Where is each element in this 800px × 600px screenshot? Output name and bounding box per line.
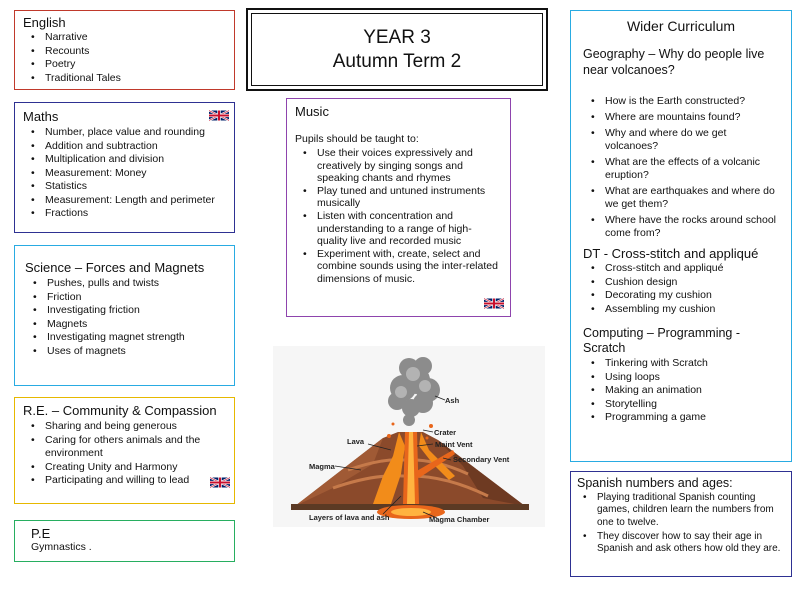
list-item: • Assembling my cushion [605, 303, 779, 317]
pe-title: P.E [31, 526, 51, 541]
label-magma: Magma [309, 462, 335, 471]
music-intro: Pupils should be taught to: [295, 133, 419, 145]
label-layers: Layers of lava and ash [309, 513, 390, 522]
wider-title: Wider Curriculum [626, 18, 736, 34]
list-item: • Why and where do we get volcanoes? [605, 127, 779, 153]
list-item: • Cushion design [605, 276, 779, 290]
list-item: • What are the effects of a volcanic eruption? [605, 156, 779, 182]
maths-panel [14, 102, 235, 233]
list-item: • Pushes, pulls and twists [47, 277, 224, 291]
music-title: Music [295, 104, 329, 119]
list-item: • Where have the rocks around school come from? [605, 214, 779, 240]
re-panel [14, 397, 235, 504]
spanish-list [577, 492, 785, 555]
maths-list [23, 126, 226, 221]
computing-list [583, 357, 779, 425]
list-item: • Number, place value and rounding [45, 126, 226, 140]
list-item: • Cross-stitch and appliqué [605, 262, 779, 276]
page-title: YEAR 3 [363, 26, 431, 48]
list-item: • Fractions [45, 207, 226, 221]
union-jack-flag-icon [210, 476, 230, 489]
list-item: • Caring for others animals and the environment [45, 434, 226, 461]
list-item: • Programming a game [605, 411, 779, 425]
list-item: • Investigating magnet strength [47, 331, 224, 345]
list-item: • Addition and subtraction [45, 140, 226, 154]
label-ash: Ash [445, 396, 460, 405]
list-item: • Narrative [45, 31, 226, 45]
title-inner [251, 13, 543, 86]
music-list [295, 147, 502, 286]
list-item: • Poetry [45, 58, 226, 72]
spanish-title: Spanish numbers and ages: [577, 476, 733, 490]
list-item: • What are earthquakes and where do we get them? [605, 185, 779, 211]
list-item: • Creating Unity and Harmony [45, 461, 226, 475]
english-title: English [23, 15, 66, 30]
list-item: • Participating and willing to lead [45, 474, 226, 488]
union-jack-flag-icon [209, 109, 229, 122]
volcano-diagram [273, 346, 545, 527]
list-item: • Decorating my cushion [605, 289, 779, 303]
list-item: • Use their voices expressively and creatively by singing songs and speaking chants and rhymes [317, 147, 502, 185]
label-secondary-vent: Secondary Vent [453, 455, 510, 464]
list-item: • Experiment with, create, select and combine sounds using the inter-related dimensions of music. [317, 248, 502, 286]
label-lava: Lava [347, 437, 365, 446]
english-list [23, 31, 226, 85]
maths-title: Maths [23, 109, 59, 124]
list-item: • Measurement: Money [45, 167, 226, 181]
title-box [246, 8, 548, 91]
list-item: • How is the Earth constructed? [605, 95, 779, 108]
spanish-panel [570, 471, 792, 577]
list-item: • They discover how to say their age in Spanish and ask others how old they are. [597, 531, 785, 556]
list-item: • Tinkering with Scratch [605, 357, 779, 371]
list-item: • Traditional Tales [45, 72, 226, 86]
page-subtitle: Autumn Term 2 [332, 50, 462, 72]
pe-text: Gymnastics . [31, 541, 92, 553]
list-item: • Multiplication and division [45, 153, 226, 167]
computing-heading: Computing – Programming - Scratch [583, 326, 741, 356]
list-item: • Listen with concentration and understanding to a range of high-quality live and recorded music [317, 210, 502, 248]
music-panel [286, 98, 511, 317]
list-item: • Friction [47, 291, 224, 305]
list-item: • Using loops [605, 371, 779, 385]
wider-curriculum-panel [570, 10, 792, 462]
science-list [25, 277, 224, 358]
re-title: R.E. – Community & Compassion [23, 403, 217, 418]
pe-panel [14, 520, 235, 562]
list-item: • Play tuned and untuned instruments musically [317, 185, 502, 210]
list-item: • Storytelling [605, 398, 779, 412]
geography-list [583, 95, 779, 240]
list-item: • Statistics [45, 180, 226, 194]
list-item: • Magnets [47, 318, 224, 332]
label-crater: Crater [434, 428, 457, 437]
science-title: Science – Forces and Magnets [25, 260, 205, 275]
list-item: • Uses of magnets [47, 345, 224, 359]
dt-heading: DT - Cross-stitch and appliqué [583, 246, 759, 261]
list-item: • Where are mountains found? [605, 111, 779, 124]
list-item: • Playing traditional Spanish counting games, children learn the numbers from one to twelve. [597, 492, 785, 529]
label-main-vent: Maint Vent [435, 440, 473, 449]
dt-list [583, 262, 779, 316]
union-jack-flag-icon [484, 297, 504, 310]
list-item: • Sharing and being generous [45, 420, 226, 434]
list-item: • Measurement: Length and perimeter [45, 194, 226, 208]
label-magma-chamber: Magma Chamber [429, 515, 490, 524]
geography-heading: Geography – Why do people live near volcanoes? [583, 47, 765, 77]
re-list [23, 420, 226, 488]
english-panel [14, 10, 235, 90]
list-item: • Investigating friction [47, 304, 224, 318]
volcano-labels [273, 346, 545, 527]
science-panel [14, 245, 235, 386]
list-item: • Making an animation [605, 384, 779, 398]
list-item: • Recounts [45, 45, 226, 59]
